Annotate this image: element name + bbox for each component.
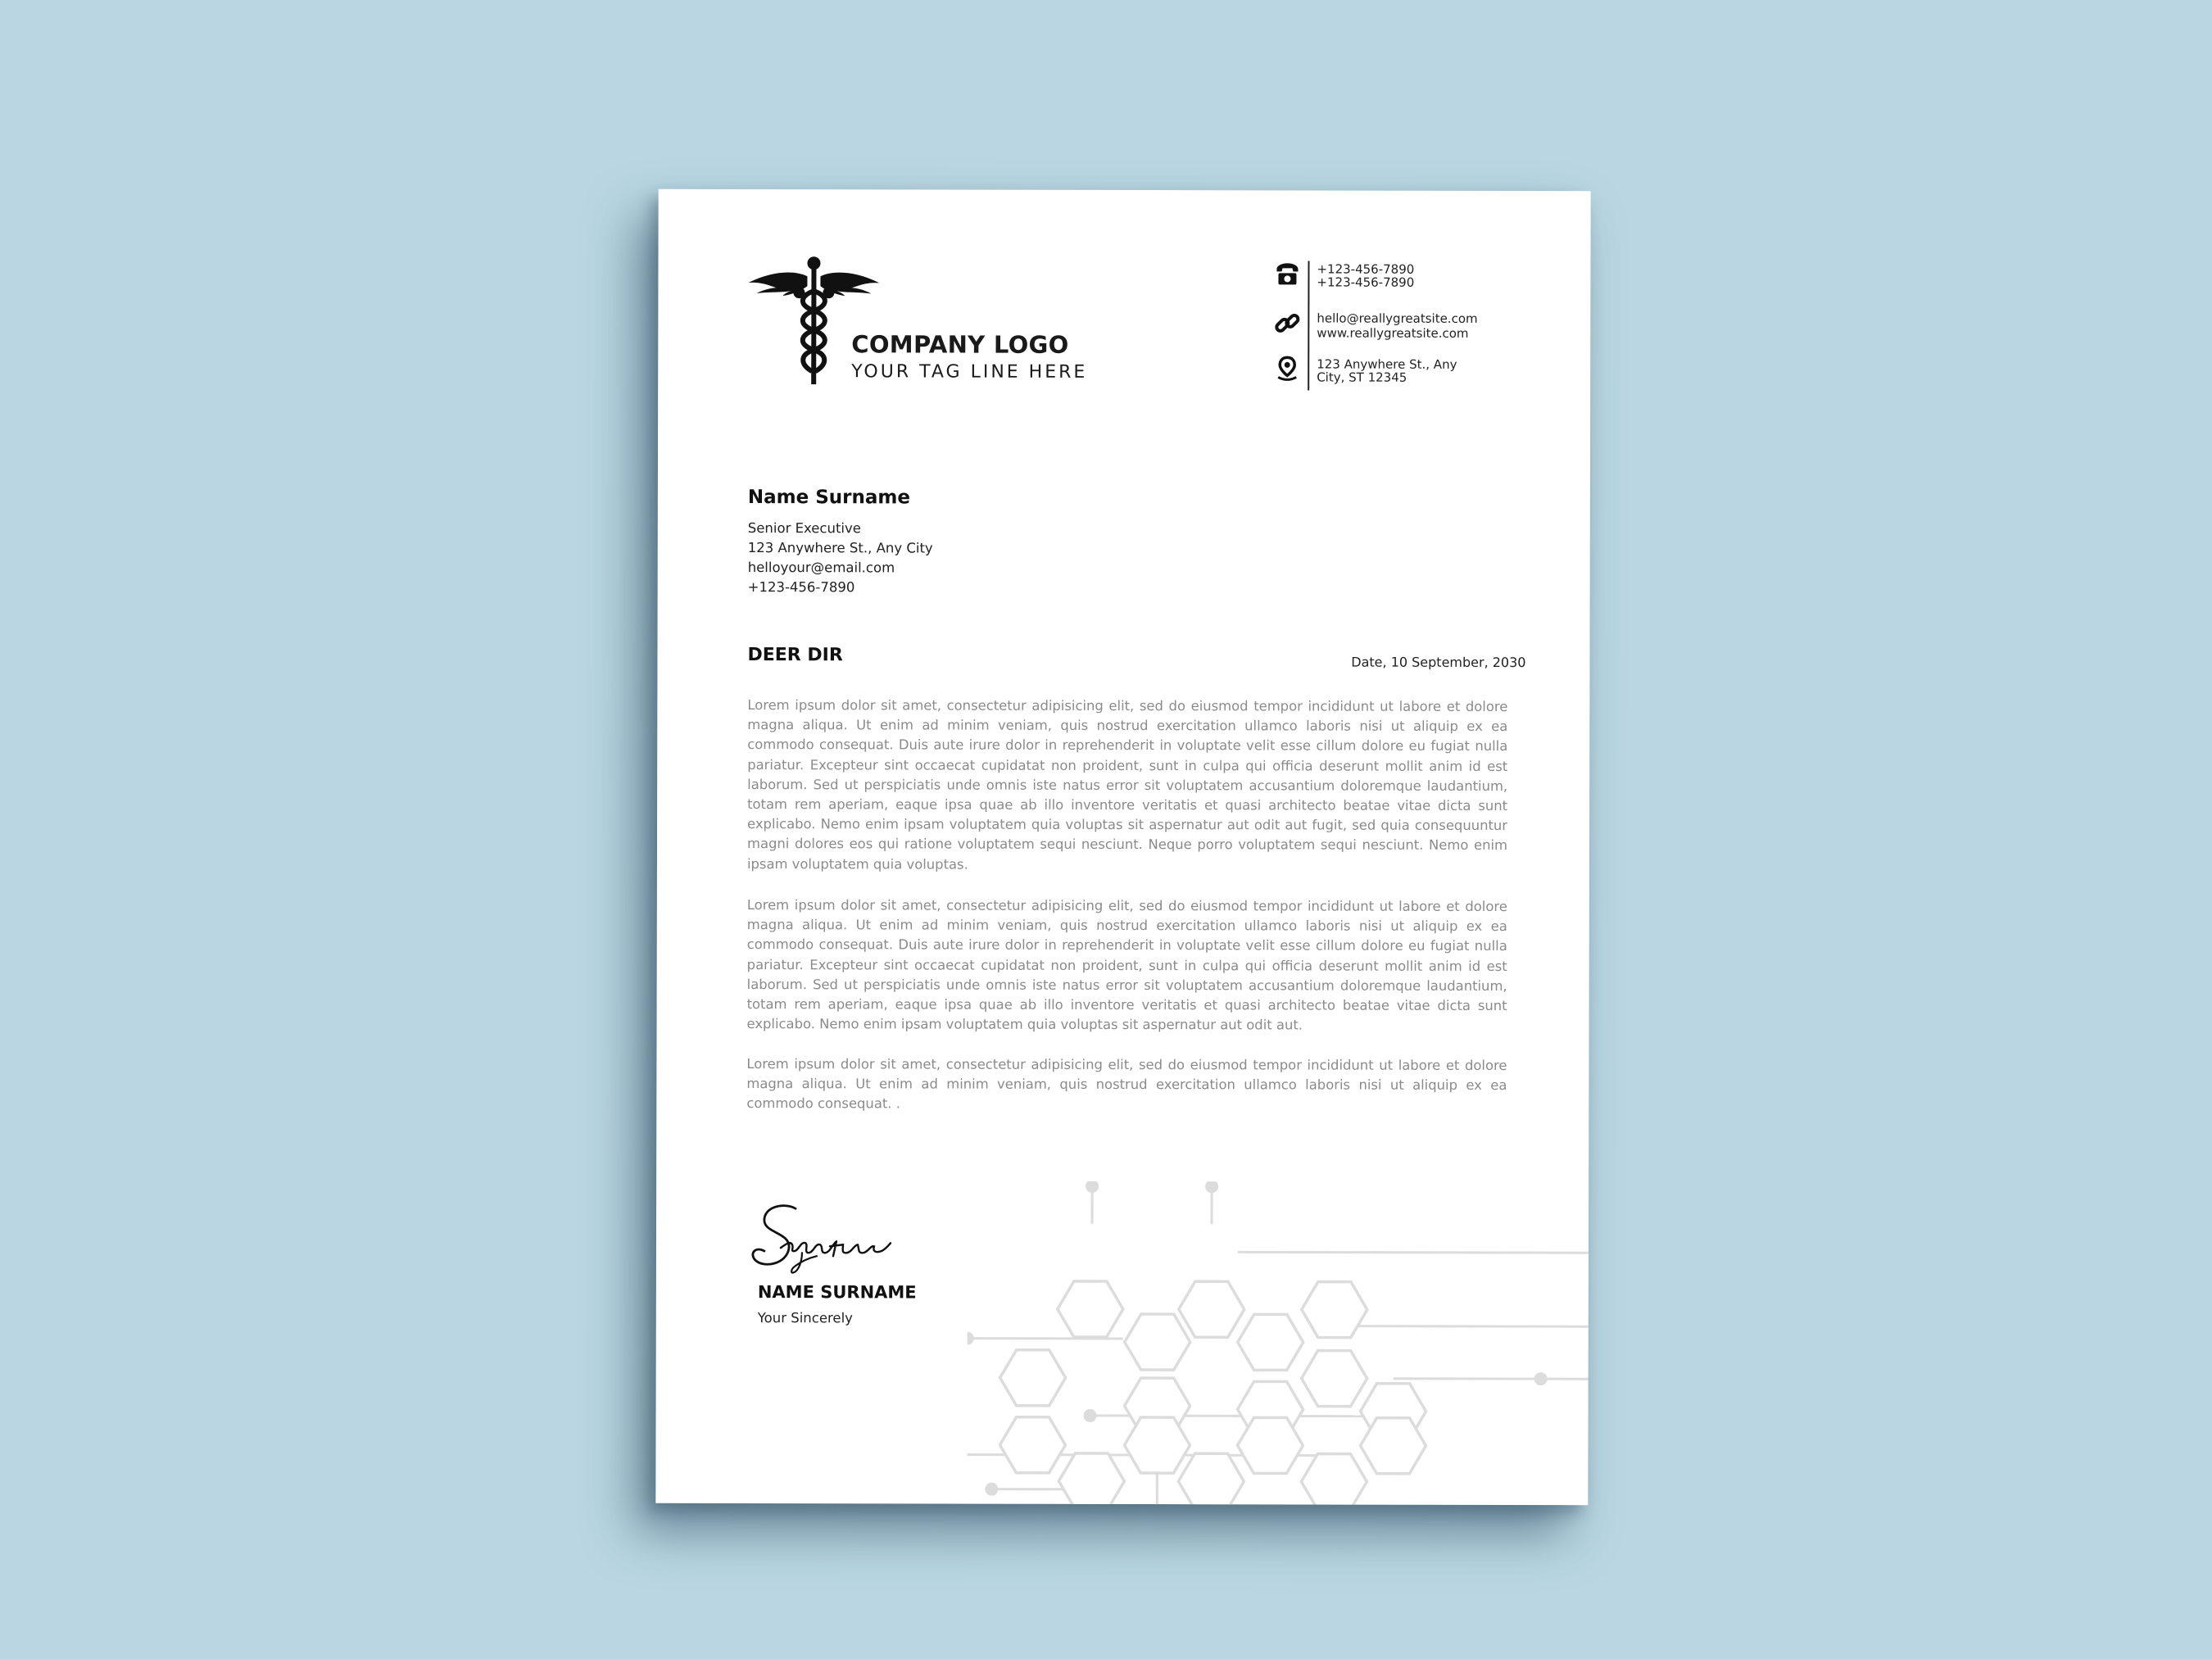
pattern-hexagon [1238,1314,1303,1370]
pattern-line [1238,1252,1589,1253]
pattern-node [1087,1181,1097,1191]
letterhead-page [655,189,1590,1505]
hexagon-pattern [967,1181,1589,1506]
pattern-hexagon [1058,1453,1124,1505]
pattern-hexagon [1124,1417,1190,1473]
recipient-phone: +123-456-7890 [747,579,855,596]
signature-name: NAME SURNAME [757,1282,917,1303]
company-logo: COMPANY LOGO [851,330,1069,359]
contact-website: www.reallygreatsite.com [1317,325,1469,341]
phone-2: +123-456-7890 [1317,274,1415,290]
pattern-hexagon [1302,1281,1367,1337]
pattern-hexagon [999,1417,1065,1473]
phone-icon [1274,261,1300,287]
pattern-hexagon [1058,1281,1123,1337]
recipient-title: Senior Executive [747,520,861,537]
letter-date: Date, 10 September, 2030 [1351,654,1526,671]
recipient-email: helloyour@email.com [747,560,895,576]
body-paragraph: Lorem ipsum dolor sit amet, consectetur adipisicing elit, sed do eiusmod tempor incididunt ut labore et dolore magna aliqua. Ut enim ad minim veniam, quis nostrud exercitation ullamco laboris nisi ut aliquip ex ea commodo consequat. . [746,1056,1507,1112]
body-paragraph: Lorem ipsum dolor sit amet, consectetur adipisicing elit, sed do eiusmod tempor incididunt ut labore et dolore magna aliqua. Ut enim ad minim veniam, quis nostrud exercitation ullamco laboris nisi ut aliquip ex ea commodo consequat. Duis aute irure dolor in reprehenderit in voluptate velit esse cillum dolore eu fugiat nulla pariatur. Excepteur sint occaecat cupidatat non proident, sunt in culpa qui officia deserunt mollit anim id est laborum. Sed ut perspiciatis unde omnis iste natus error sit voluptatem accusantium doloremque laudantium, totam rem aperiam, eaque ipsa quae ab illo inventore veritatis et quasi architecto beatae vitae dicta sunt explicabo. Nemo enim ipsam voluptatem quia voluptas sit aspernatur aut odit aut fugit, sed quia consequuntur magni dolores eos qui ratione voluptatem sequi nesciunt. Neque porro voluptatem sequi nesciunt. Nemo enim ipsam voluptatem quia voluptas. [746,697,1508,873]
phone-1: +123-456-7890 [1317,261,1415,277]
pattern-node [986,1484,996,1494]
pattern-node [1536,1374,1546,1384]
address-line-2: City, ST 12345 [1317,369,1407,385]
recipient-name: Name Surname [747,487,911,509]
pattern-node [1086,1411,1095,1421]
location-pin-icon [1274,356,1300,382]
pattern-hexagon [1000,1350,1066,1406]
pattern-hexagon [1302,1350,1367,1406]
signature-closing: Your Sincerely [757,1310,853,1326]
pattern-hexagon [1178,1453,1244,1505]
pattern-line [1320,1326,1589,1327]
contact-divider [1308,261,1309,390]
link-icon [1274,310,1300,336]
body-paragraph: Lorem ipsum dolor sit amet, consectetur adipisicing elit, sed do eiusmod tempor incididunt ut labore et dolore magna aliqua. Ut enim ad minim veniam, quis nostrud exercitation ullamco laboris nisi ut aliquip ex ea commodo consequat. Duis aute irure dolor in reprehenderit in voluptate velit esse cillum dolore eu fugiat nulla pariatur. Excepteur sint occaecat cupidatat non proident, sunt in culpa qui officia deserunt mollit anim id est laborum. Sed ut perspiciatis unde omnis iste natus error sit voluptatem accusantium doloremque laudantium, totam rem aperiam, eaque ipsa quae ab illo inventore veritatis et quasi architecto beatae vitae dicta sunt explicabo. Nemo enim ipsam voluptatem quia voluptas sit aspernatur aut odit aut. [746,897,1507,1033]
pattern-hexagon [1179,1281,1244,1337]
contact-email: hello@reallygreatsite.com [1317,310,1478,326]
address-line-1: 123 Anywhere St., Any [1317,356,1457,372]
pattern-node [1207,1181,1217,1191]
handwritten-signature [745,1194,892,1284]
pattern-hexagon [1125,1314,1190,1370]
recipient-address: 123 Anywhere St., Any City [747,540,933,556]
salutation: DEER DIR [747,645,843,666]
pattern-node [967,1334,972,1344]
pattern-hexagon [1301,1453,1367,1505]
tagline: YOUR TAG LINE HERE [851,361,1088,383]
